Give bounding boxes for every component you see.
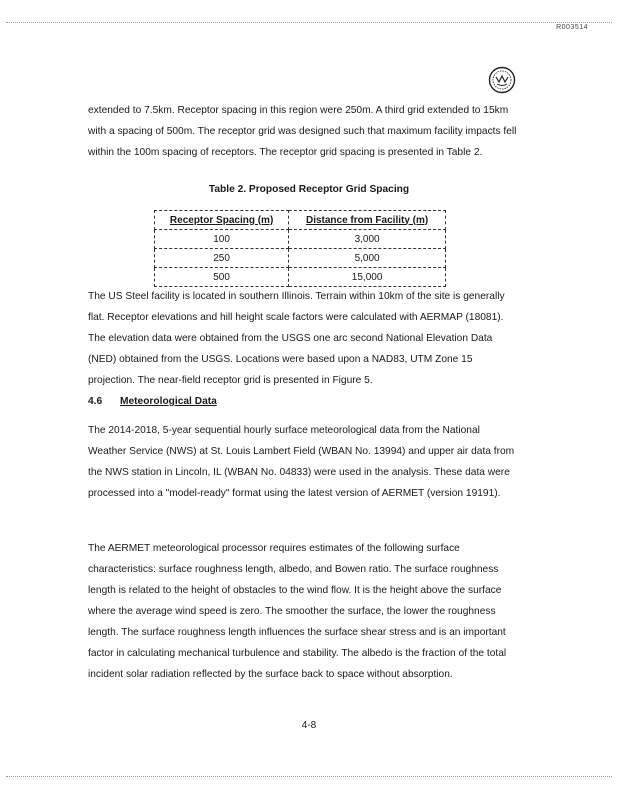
- table-cell: 250: [155, 249, 289, 268]
- section-heading: [88, 396, 217, 407]
- table-header-cell: Distance from Facility (m): [289, 211, 446, 230]
- seal-icon: [488, 66, 516, 94]
- table-header-row: [155, 211, 446, 230]
- scan-edge-top: [6, 22, 612, 23]
- table-cell: 100: [155, 230, 289, 249]
- table-row: [155, 230, 446, 249]
- table-row: [155, 268, 446, 287]
- table-cell: 500: [155, 268, 289, 287]
- table-cell: 15,000: [289, 268, 446, 287]
- paragraph-receptor-grid: extended to 7.5km. Receptor spacing in this region were 250m. A third grid extended to 15km with a spacing of 500m. The receptor grid was designed such that maximum facility impacts fell within the 100m spacing of receptors. The receptor grid spacing is presented in Table 2.: [88, 105, 517, 158]
- page-number: 4-8: [301, 720, 317, 731]
- table-row: [155, 249, 446, 268]
- section-number: 4.6: [88, 396, 103, 407]
- receptor-grid-table: [154, 210, 446, 287]
- paragraph-terrain: The US Steel facility is located in southern Illinois. Terrain within 10km of the site is generally flat. Receptor elevations and hill height scale factors were calculated with AERMAP (18081). The elevation data were obtained from the USGS one arc second National Elevation Data (NED) obtained from the USGS. Locations were based upon a NAD83, UTM Zone 15 projection. The near-field receptor grid is presented in Figure 5.: [88, 291, 505, 386]
- document-id: R003514: [556, 24, 588, 31]
- paragraph-aermet: The AERMET meteorological processor requires estimates of the following surface characteristics: surface roughness length, albedo, and Bowen ratio. The surface roughness length is related to the height of obstacles to the wind flow. It is the height above the surface where the average wind speed is zero. The smoother the surface, the lower the roughness length. The surface roughness length influences the surface shear stress and is an important factor in calculating mechanical turbulence and stability. The albedo is the fraction of the total incident solar radiation reflected by the surface back to space without absorption.: [88, 543, 507, 680]
- table-cell: 5,000: [289, 249, 446, 268]
- scan-edge-bottom: [6, 776, 612, 777]
- table-header-cell: Receptor Spacing (m): [155, 211, 289, 230]
- paragraph-met-data: The 2014-2018, 5-year sequential hourly surface meteorological data from the National Weather Service (NWS) at St. Louis Lambert Field (WBAN No. 13994) and upper air data from the NWS station in Lincoln, IL (WBAN No. 04833) were used in the analysis. These data were processed into a "model-ready" format using the latest version of AERMET (version 19191).: [88, 425, 515, 499]
- section-title: Meteorological Data: [120, 396, 217, 407]
- table-cell: 3,000: [289, 230, 446, 249]
- table-caption: Table 2. Proposed Receptor Grid Spacing: [208, 184, 410, 195]
